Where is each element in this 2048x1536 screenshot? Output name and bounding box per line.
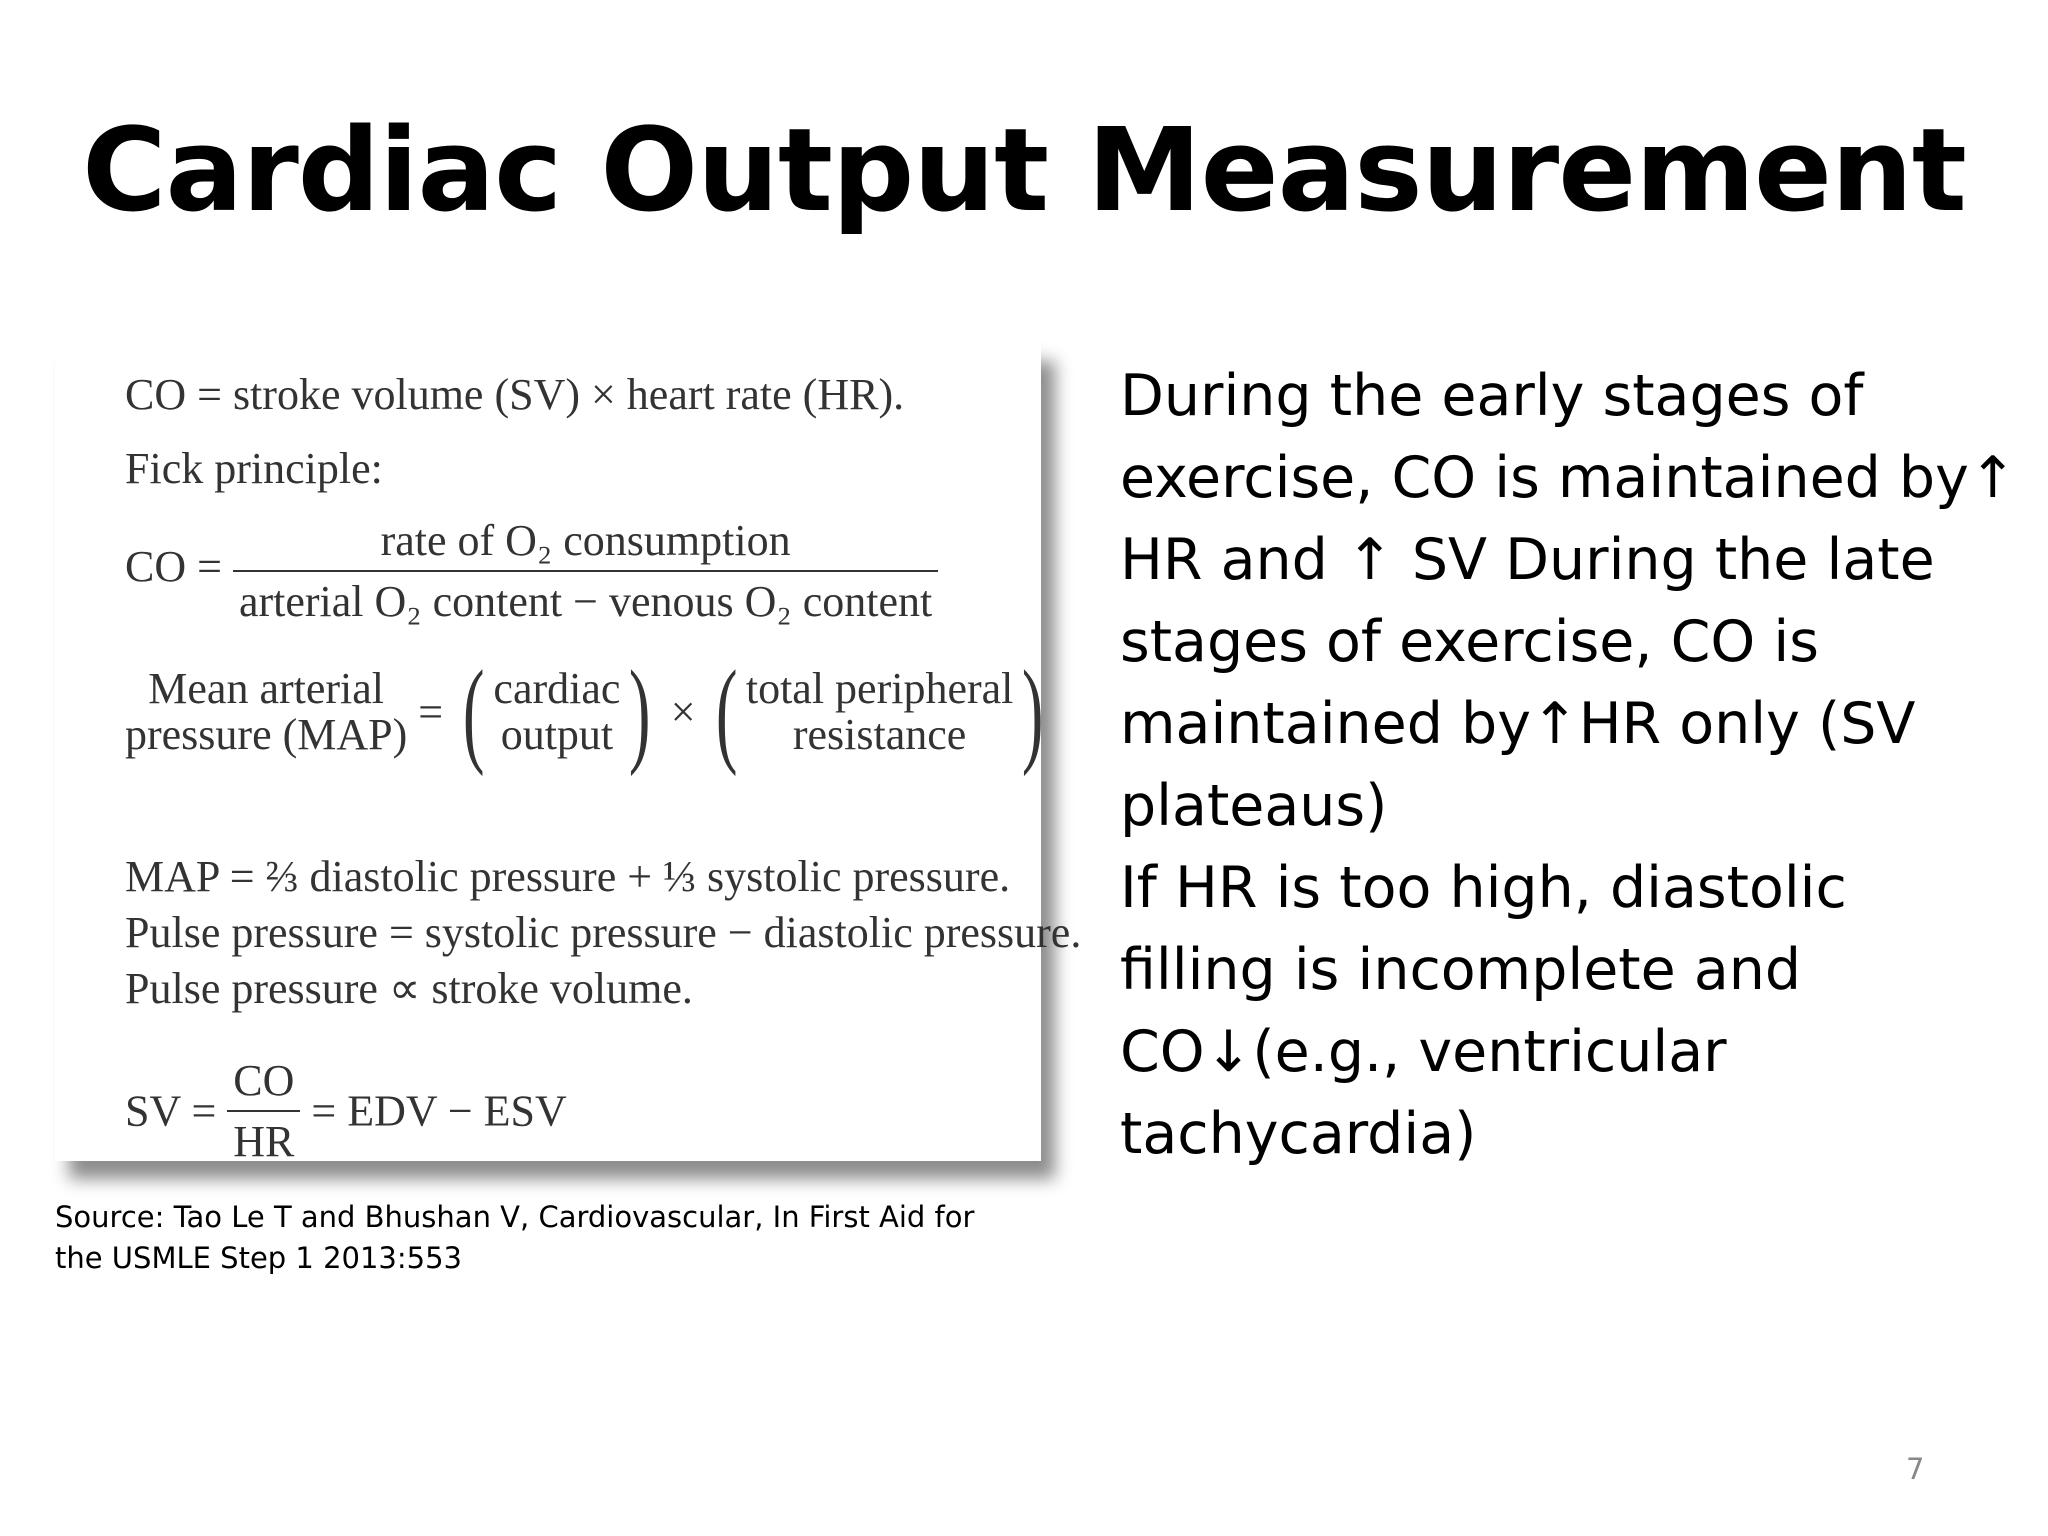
- pulse-pressure-formula: Pulse pressure = systolic pressure − diastolic pressure.: [125, 908, 1082, 957]
- times-sign: ×: [670, 687, 696, 737]
- fick-label: Fick principle:: [125, 444, 383, 493]
- sv-rhs: = EDV − ESV: [311, 1086, 567, 1136]
- fick-denominator: arterial O₂ content − venous O₂ content: [238, 577, 933, 626]
- source-citation: Source: Tao Le T and Bhushan V, Cardiovascular, In First Aid for the USMLE Step 1 2013:553: [55, 1200, 975, 1275]
- heart-rate-paragraph: If HR is too high, diastolic filling is incomplete and CO↓(e.g., ventricular tachycardia): [1120, 855, 1847, 1167]
- tpr-top-label: total peripheral: [745, 663, 1014, 713]
- map-formula: MAP = ⅔ diastolic pressure + ⅓ systolic pressure.: [125, 852, 1011, 901]
- left-paren-2: (: [715, 646, 738, 777]
- co-formula: CO = stroke volume (SV) × heart rate (HR).: [125, 370, 905, 419]
- sv-denominator: HR: [233, 1117, 295, 1166]
- exercise-paragraph: During the early stages of exercise, CO is maintained by↑ HR and ↑ SV During the late stages of exercise, CO is maintained by↑HR only (SV plateaus): [1120, 363, 2017, 839]
- pulse-pressure-proportion: Pulse pressure ∝ stroke volume.: [125, 964, 693, 1013]
- right-paren-2: ): [1022, 646, 1044, 777]
- tpr-term: [745, 663, 1014, 759]
- map-lhs-top: Mean arterial: [148, 663, 385, 713]
- map-equals: =: [418, 687, 444, 737]
- page-number: 7: [1906, 1452, 1925, 1486]
- sv-equation: [125, 1055, 567, 1167]
- sv-numerator: CO: [227, 1055, 300, 1112]
- fick-equation: [125, 515, 938, 627]
- cardiac-output-term: [493, 663, 621, 759]
- explanation-text: [1120, 355, 2020, 1175]
- fick-lhs: CO =: [125, 542, 222, 592]
- sv-fraction: [227, 1055, 300, 1167]
- right-paren: ): [629, 646, 651, 777]
- tpr-bottom-label: resistance: [792, 710, 967, 759]
- formula-figure: [55, 343, 1082, 1166]
- fick-numerator: rate of O₂ consumption: [233, 515, 938, 572]
- output-label: output: [500, 710, 614, 759]
- slide-title: Cardiac Output Measurement: [82, 104, 1966, 238]
- map-lhs: [125, 663, 408, 759]
- sv-lhs: SV =: [125, 1086, 217, 1136]
- map-lhs-bottom: pressure (MAP): [125, 710, 408, 759]
- left-paren: (: [462, 646, 485, 777]
- cardiac-label: cardiac: [493, 663, 621, 713]
- map-equation: [125, 646, 1053, 777]
- fick-fraction: [233, 515, 938, 627]
